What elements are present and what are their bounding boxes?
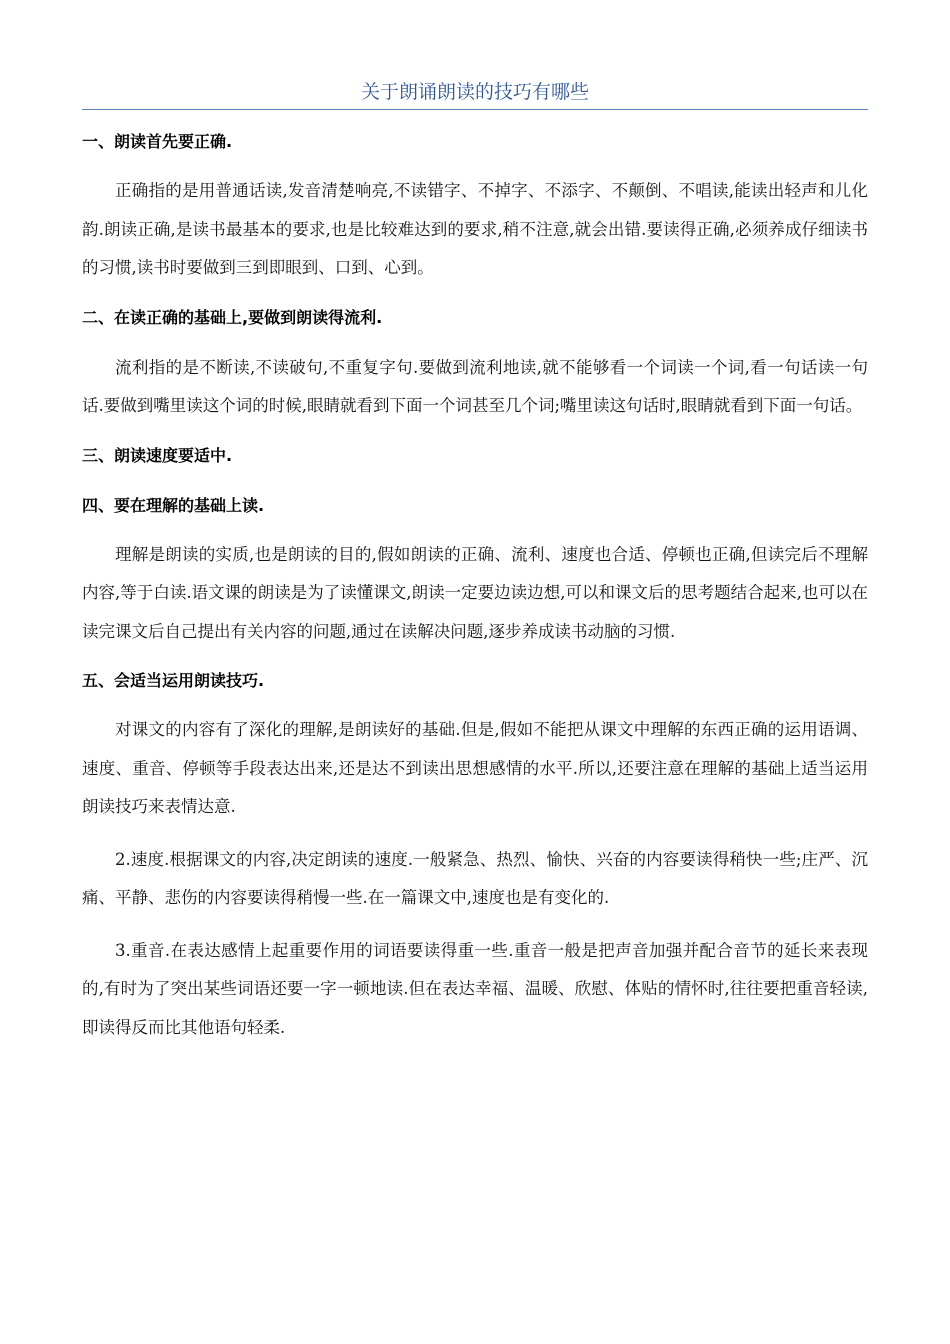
section-paragraph-5: 对课文的内容有了深化的理解,是朗读好的基础.但是,假如不能把从课文中理解的东西正确的运用语调、速度、重音、停顿等手段表达出来,还是达不到读出思想感情的水平.所以,还要注意在理解的基础上适当运用朗读技巧来表情达意. xyxy=(82,720,868,816)
document-page xyxy=(82,78,868,1047)
section-heading-2: 二、在读正确的基础上,要做到朗读得流利. xyxy=(82,307,383,327)
section-heading-3: 三、朗读速度要适中. xyxy=(82,445,233,465)
section-paragraph-4: 理解是朗读的实质,也是朗读的目的,假如朗读的正确、流利、速度也合适、停顿也正确,但读完后不理解内容,等于白读.语文课的朗读是为了读懂课文,朗读一定要边读边想,可以和课文后的思考题结合起来,也可以在读完课文后自己提出有关内容的问题,通过在读解决问题,逐步养成读书动脑的习惯. xyxy=(82,544,868,641)
section-heading-4: 四、要在理解的基础上读. xyxy=(82,495,265,515)
section-paragraph-1: 正确指的是用普通话读,发音清楚响亮,不读错字、不掉字、不添字、不颠倒、不唱读,能读出轻声和儿化韵.朗读正确,是读书最基本的要求,也是比较难达到的要求,稍不注意,就会出错.要读得正确,必须养成仔细读书的习惯,读书时要做到三到即眼到、口到、心到。 xyxy=(82,181,868,277)
stress-paragraph: 3.重音.在表达感情上起重要作用的词语要读得重一些.重音一般是把声音加强并配合音节的延长来表现的,有时为了突出某些词语还要一字一顿地读.但在表达幸福、温暖、欣慰、体贴的情怀时,往往要把重音轻读,即读得反而比其他语句轻柔. xyxy=(82,940,868,1037)
section-heading-1: 一、朗读首先要正确. xyxy=(82,132,233,151)
document-title: 关于朗诵朗读的技巧有哪些 xyxy=(82,78,868,110)
section-heading-5: 五、会适当运用朗读技巧. xyxy=(82,671,265,690)
section-paragraph-2: 流利指的是不断读,不读破句,不重复字句.要做到流利地读,就不能够看一个词读一个词,看一句话读一句话.要做到嘴里读这个词的时候,眼睛就看到下面一个词甚至几个词;嘴里读这句话时,眼睛就看到下面一句话。 xyxy=(82,357,868,415)
speed-paragraph: 2.速度.根据课文的内容,决定朗读的速度.一般紧急、热烈、愉快、兴奋的内容要读得稍快一些;庄严、沉痛、平静、悲伤的内容要读得稍慢一些.在一篇课文中,速度也是有变化的. xyxy=(82,849,868,907)
